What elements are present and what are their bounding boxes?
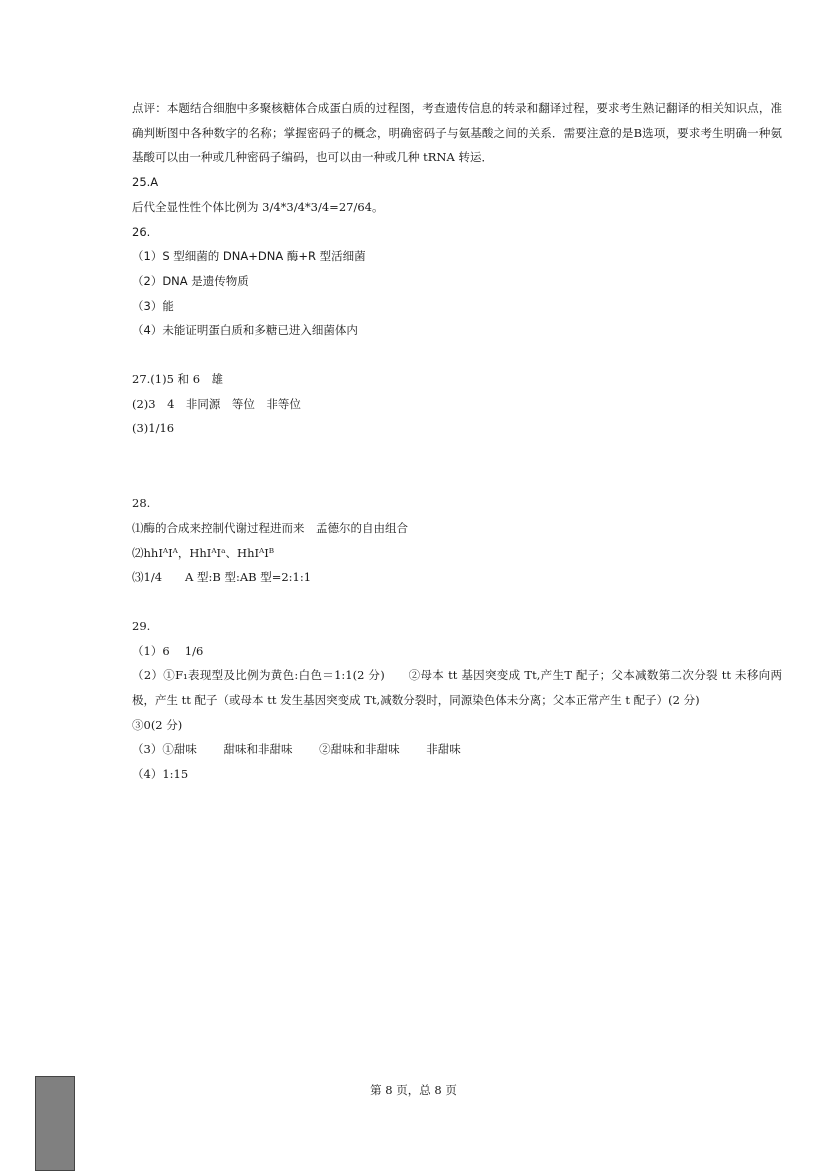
q28-answer-1: ⑴酶的合成来控制代谢过程进而来 孟德尔的自由组合 [132,520,408,535]
q27-answer-2: (2)3 4 非同源 等位 非等位 [132,396,301,411]
q28-number: 28. [132,496,151,511]
q28-answer-2: ⑵hhⅠᴬⅠᴬ，HhⅠᴬⅠᵃ、HhⅠᴬⅠᴮ [132,545,275,560]
q26-number: 26. [132,224,151,239]
commentary-text: 点评：本题结合细胞中多聚核糖体合成蛋白质的过程图，考查遗传信息的转录和翻译过程，要求考生熟记翻译的相关知识点，准确判断图中各种数字的名称；掌握密码子的概念，明确密码子与氨基酸之间的关系．需要注意的是B选项，要求考生明确一种氨基酸可以由一种或几种密码子编码，也可以由一种或几种 tRNA 转运． [132,101,782,165]
q29-answer-2-part-3: ③0(2 分) [132,717,183,732]
q25-number: 25.A [132,175,159,190]
page-footer: 第 8 页，总 8 页 [370,1083,457,1097]
q25-explanation: 后代全显性性个体比例为 3/4*3/4*3/4=27/64。 [132,199,384,214]
q26-answer-2: （2）DNA 是遗传物质 [132,273,249,288]
q29-answer-4: （4）1:15 [132,767,189,782]
gray-side-block [35,1076,75,1171]
q29-answer-1: （1）6 1/6 [132,643,204,658]
answer-content [132,96,782,787]
q26-answer-3: （3）能 [132,298,174,313]
q26-answer-1: （1）S 型细菌的 DNA+DNA 酶+R 型活细菌 [132,249,366,264]
q29-answer-2: （2）①F₁表现型及比例为黄色:白色＝1:1(2 分) ②母本 tt 基因突变成 Tt,产生T 配子；父本减数第二次分裂 tt 未移向两极，产生 tt 配子（或母本 tt 发生基因突变成 Tt,减数分裂时，同源染色体未分离；父本正常产生 t 配子）(2 分) [132,668,782,708]
q29-answer-3: （3）①甜味 甜味和非甜味 ②甜味和非甜味 非甜味 [132,742,461,757]
q27-answer-1: 27.(1)5 和 6 雄 [132,372,224,387]
q29-number: 29. [132,618,151,633]
q28-answer-3: ⑶1/4 A 型:B 型:AB 型=2:1:1 [132,570,312,585]
q27-answer-3: (3)1/16 [132,421,175,436]
q26-answer-4: （4）未能证明蛋白质和多糖已进入细菌体内 [132,323,358,338]
